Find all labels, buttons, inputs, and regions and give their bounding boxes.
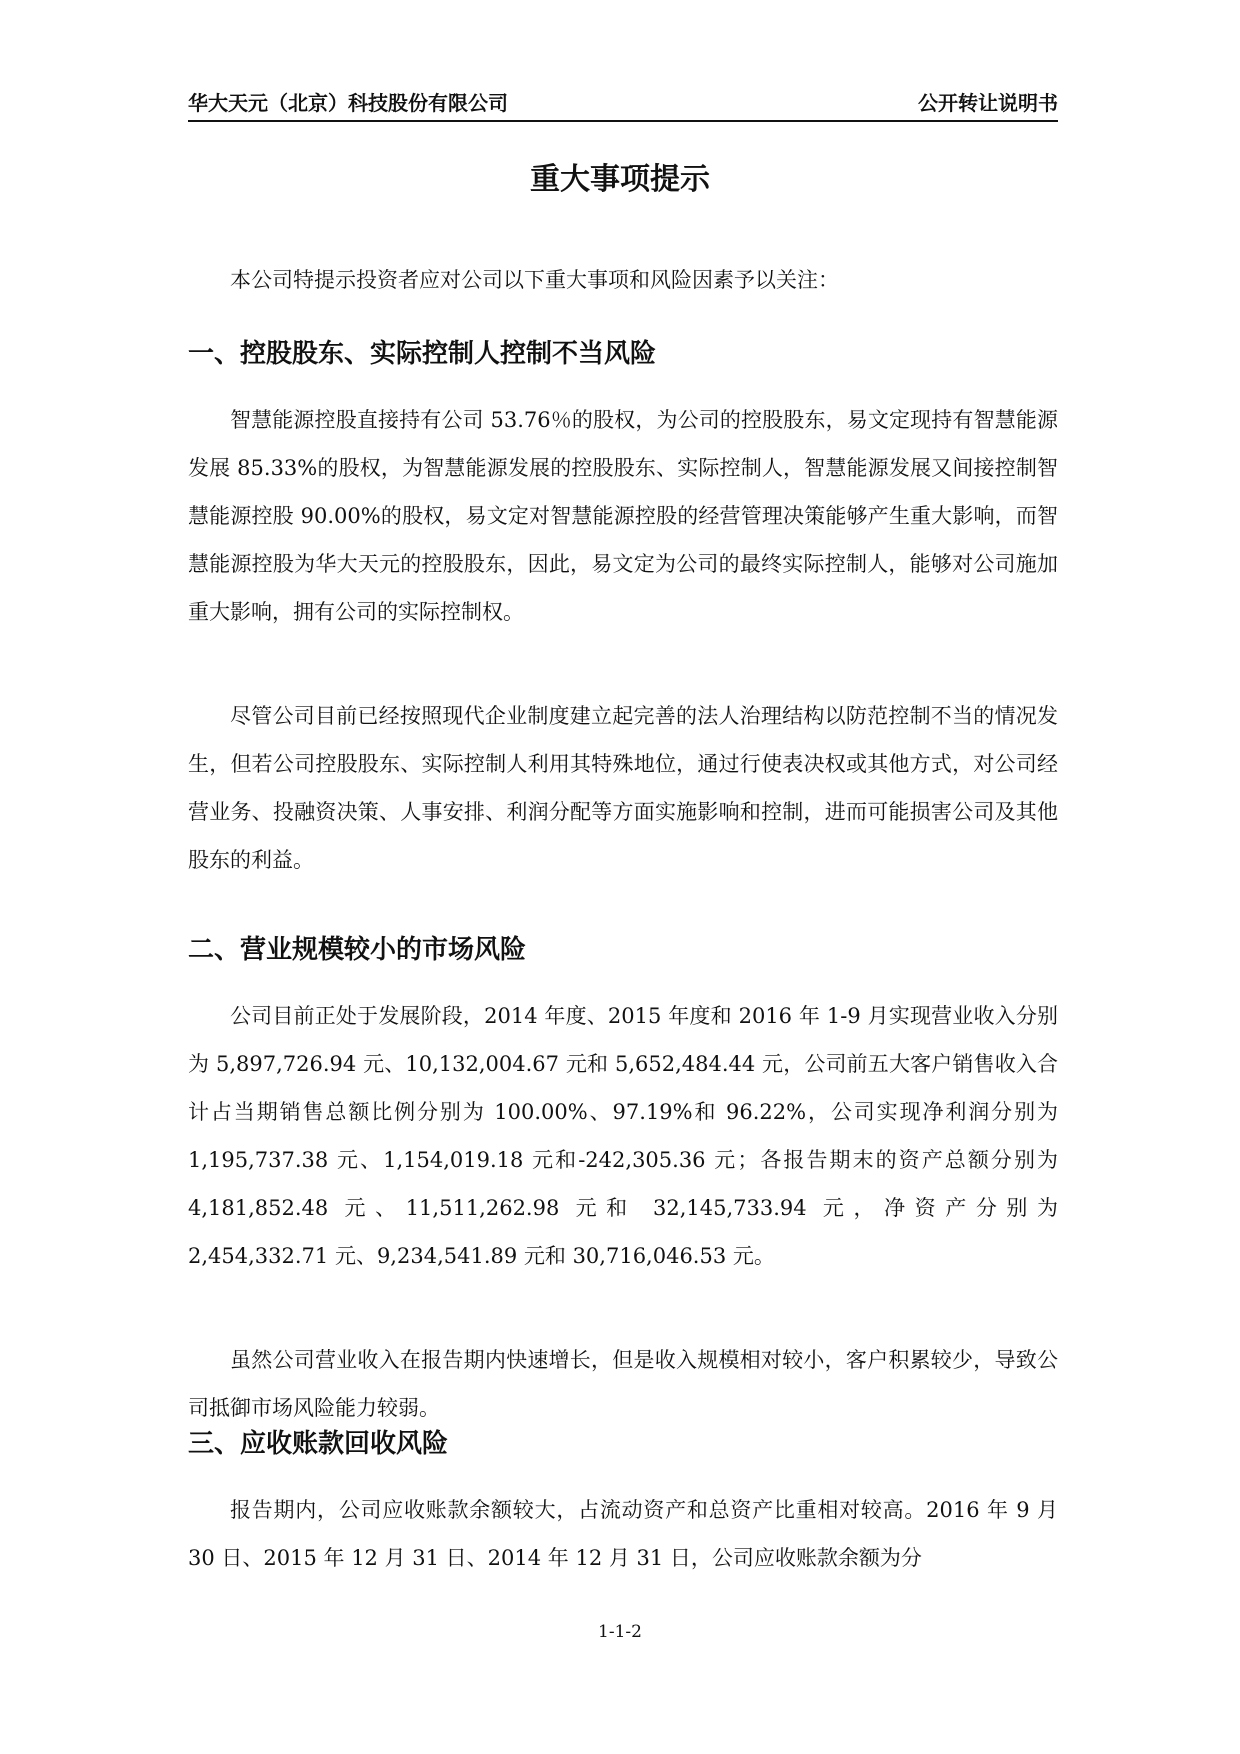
section-2-heading: 二、营业规模较小的市场风险 [188,935,527,965]
section-3-paragraph-1: 报告期内，公司应收账款余额较大，占流动资产和总资产比重相对较高。2016 年 9 月 30 日、2015 年 12 月 31 日、2014 年 12 月 31 日，公司应收账款余额为分 [188,1498,1058,1570]
section-1-heading: 一、控股股东、实际控制人控制不当风险 [188,339,657,369]
section-1-paragraph-2: 尽管公司目前已经按照现代企业制度建立起完善的法人治理结构以防范控制不当的情况发生，但若公司控股股东、实际控制人利用其特殊地位，通过行使表决权或其他方式，对公司经营业务、投融资决策、人事安排、利润分配等方面实施影响和控制，进而可能损害公司及其他股东的利益。 [188,704,1058,872]
header-document-type: 公开转让说明书 [918,91,1058,115]
section-2-paragraph-2: 虽然公司营业收入在报告期内快速增长，但是收入规模相对较小，客户积累较少，导致公司抵御市场风险能力较弱。 [188,1348,1058,1420]
section-1-paragraph-1: 智慧能源控股直接持有公司 53.76％的股权，为公司的控股股东，易文定现持有智慧能源发展 85.33%的股权，为智慧能源发展的控股股东、实际控制人，智慧能源发展又间接控制智慧能源控股 90.00%的股权，易文定对智慧能源控股的经营管理决策能够产生重大影响，而智慧能源控股为华大天元的控股股东，因此，易文定为公司的最终实际控制人，能够对公司施加重大影响，拥有公司的实际控制权。 [188,408,1058,624]
header-company-name: 华大天元（北京）科技股份有限公司 [188,91,508,115]
intro-paragraph: 本公司特提示投资者应对公司以下重大事项和风险因素予以关注： [230,268,839,292]
page-header [188,86,1058,120]
page-number: 1-1-2 [598,1622,642,1642]
section-3-heading: 三、应收账款回收风险 [188,1429,449,1459]
section-2-paragraph-1: 公司目前正处于发展阶段，2014 年度、2015 年度和 2016 年 1-9 月实现营业收入分别为 5,897,726.94 元、10,132,004.67 元和 5,652,484.44 元，公司前五大客户销售收入合计占当期销售总额比例分别为 100.00%、97.19%和 96.22%，公司实现净利润分别为 1,195,737.38 元、1,154,019.18 元和-242,305.36 元；各报告期末的资产总额分别为 4,181,852.48 元、11,511,262.98 元和 32,145,733.94 元，净资产分别为 2,454,332.71 元、9,234,541.89 元和 30,716,046.53 元。 [188,1004,1058,1268]
header-divider [188,120,1058,122]
page-title: 重大事项提示 [530,162,710,197]
